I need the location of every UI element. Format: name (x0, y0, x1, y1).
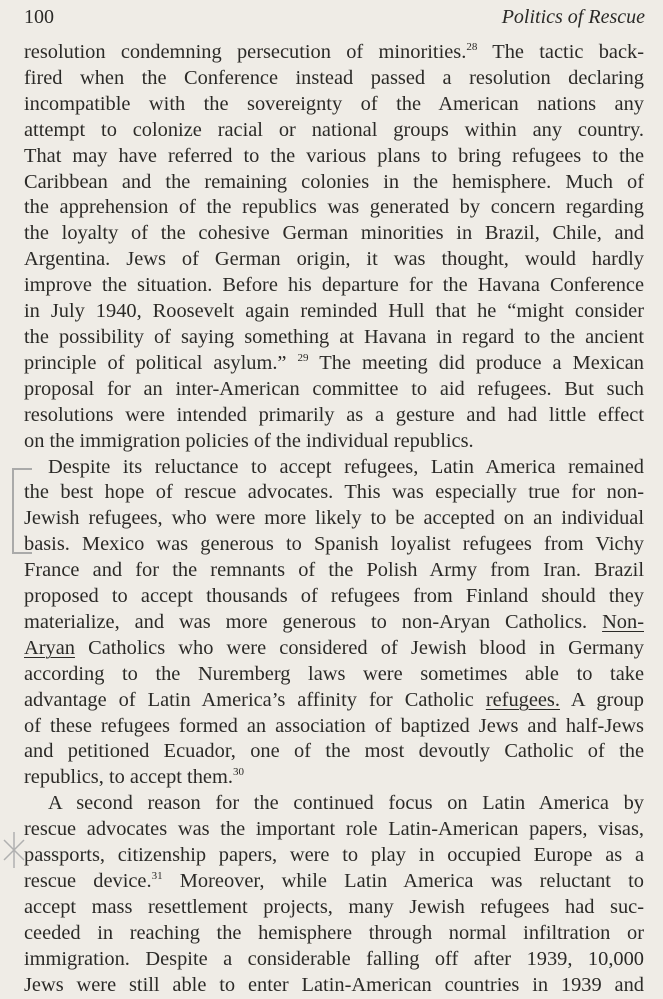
page-header (24, 6, 645, 36)
text-line (24, 325, 644, 351)
line-text: The tactic back- (477, 41, 644, 63)
text-line (24, 817, 644, 843)
line-text: accept mass resettlement projects, many Jewish refugees had suc- (24, 895, 644, 918)
line-text: rescue advocates was the important role Latin-American papers, visas, (24, 818, 644, 841)
line-text: republics, to accept them. (24, 766, 233, 789)
text-line (24, 144, 644, 170)
text-line (24, 895, 644, 921)
line-text: passports, citizenship papers, were to play in occupied Europe as a (24, 844, 644, 867)
line-text: Jewish refugees, who were more likely to be accepted on an individual (24, 507, 644, 530)
page-number: 100 (24, 6, 54, 28)
line-text: immigration. Despite a considerable falling off after 1939, 10,000 (24, 947, 644, 970)
text-line (24, 506, 644, 532)
line-text: of these refugees formed an association of baptized Jews and half-Jews (24, 714, 644, 737)
line-text: A group (559, 688, 645, 711)
text-line (24, 92, 644, 118)
text-line (24, 247, 644, 273)
line-text: according to the Nuremberg laws were sometimes able to take (24, 662, 644, 685)
footnote-marker: 28 (466, 41, 478, 53)
line-text: Argentina. Jews of German origin, it was thought, would hardly (24, 248, 644, 271)
footnote-marker: 29 (297, 351, 309, 364)
line-text: A second reason for the continued focus on Latin America by (48, 792, 644, 815)
line-text: on the immigration policies of the individual republics. (24, 429, 474, 452)
line-text: attempt to colonize racial or national groups within any country. (24, 118, 644, 141)
text-line (24, 610, 644, 636)
text-line (24, 714, 644, 740)
body-text (24, 40, 644, 999)
text-line (24, 843, 644, 869)
underlined-text: Non- (602, 610, 644, 633)
line-text: advantage of Latin America’s affinity for Catholic (24, 688, 486, 711)
text-line (24, 636, 644, 662)
line-text: ceeded in reaching the hemisphere through normal infiltration or (24, 921, 644, 944)
text-line (24, 403, 644, 429)
text-line (24, 66, 644, 92)
text-line (24, 869, 644, 895)
text-line (24, 688, 644, 714)
line-text: That may have referred to the various plans to bring refugees to the (24, 144, 644, 167)
line-text: Caribbean and the remaining colonies in the hemisphere. Much of (24, 170, 644, 193)
text-line (24, 299, 644, 325)
text-line (24, 739, 644, 765)
text-line (24, 480, 644, 506)
text-line (24, 662, 644, 688)
margin-asterisk-mark (2, 830, 26, 870)
text-line (24, 791, 644, 817)
text-line (24, 765, 644, 791)
line-text: Catholics who were considered of Jewish blood in Germany (74, 636, 644, 659)
text-line (24, 195, 644, 221)
line-text: basis. Mexico was generous to Spanish loyalist refugees from Vichy (24, 533, 644, 556)
underlined-text: refugees. (485, 688, 560, 711)
footnote-marker: 30 (232, 766, 244, 779)
line-text: the possibility of saying something at Havana in regard to the ancient (24, 325, 644, 348)
line-text: resolution condemning persecution of minorities. (24, 41, 467, 63)
text-line (24, 921, 644, 947)
line-text: France and for the remnants of the Polish Army from Iran. Brazil (24, 559, 644, 582)
line-text: proposed to accept thousands of refugees from Finland should they (24, 585, 644, 608)
text-line (24, 429, 644, 455)
line-text: and petitioned Ecuador, one of the most devoutly Catholic of the (24, 740, 644, 763)
line-text: rescue device. (24, 870, 152, 892)
running-title: Politics of Rescue (501, 6, 645, 28)
underlined-text: Aryan (24, 636, 75, 659)
line-text: materialize, and was more generous to non-Aryan Catholics. (24, 610, 603, 633)
line-text: the best hope of rescue advocates. This was especially true for non- (24, 481, 644, 504)
text-line (24, 221, 644, 247)
text-line (24, 377, 644, 403)
line-text: Moreover, while Latin America was reluctant to (162, 870, 644, 892)
line-text: in July 1940, Roosevelt again reminded Hull that he “might consider (24, 300, 644, 323)
line-text: principle of political asylum.” (24, 351, 298, 374)
text-line (24, 584, 644, 610)
text-line (24, 973, 644, 999)
text-line (24, 947, 644, 973)
text-line (24, 532, 644, 558)
text-line (24, 40, 644, 66)
text-line (24, 170, 644, 196)
line-text: Despite its reluctance to accept refugees, Latin America remained (48, 455, 644, 478)
line-text: improve the situation. Before his departure for the Havana Conference (24, 274, 644, 297)
line-text: incompatible with the sovereignty of the American nations any (24, 92, 644, 115)
line-text: The meeting did produce a Mexican (308, 351, 645, 374)
line-text: fired when the Conference instead passed a resolution declaring (24, 66, 644, 89)
line-text: resolutions were intended primarily as a gesture and had little effect (24, 403, 644, 426)
footnote-marker: 31 (151, 870, 163, 882)
text-line (24, 351, 644, 377)
line-text: Jews were still able to enter Latin-American countries in 1939 and (24, 973, 644, 996)
text-line (24, 455, 644, 481)
text-line (24, 118, 644, 144)
text-line (24, 558, 644, 584)
line-text: proposal for an inter-American committee to aid refugees. But such (24, 377, 644, 400)
line-text: the loyalty of the cohesive German minorities in Brazil, Chile, and (24, 222, 644, 245)
line-text: the apprehension of the republics was generated by concern regarding (24, 196, 644, 219)
text-line (24, 273, 644, 299)
